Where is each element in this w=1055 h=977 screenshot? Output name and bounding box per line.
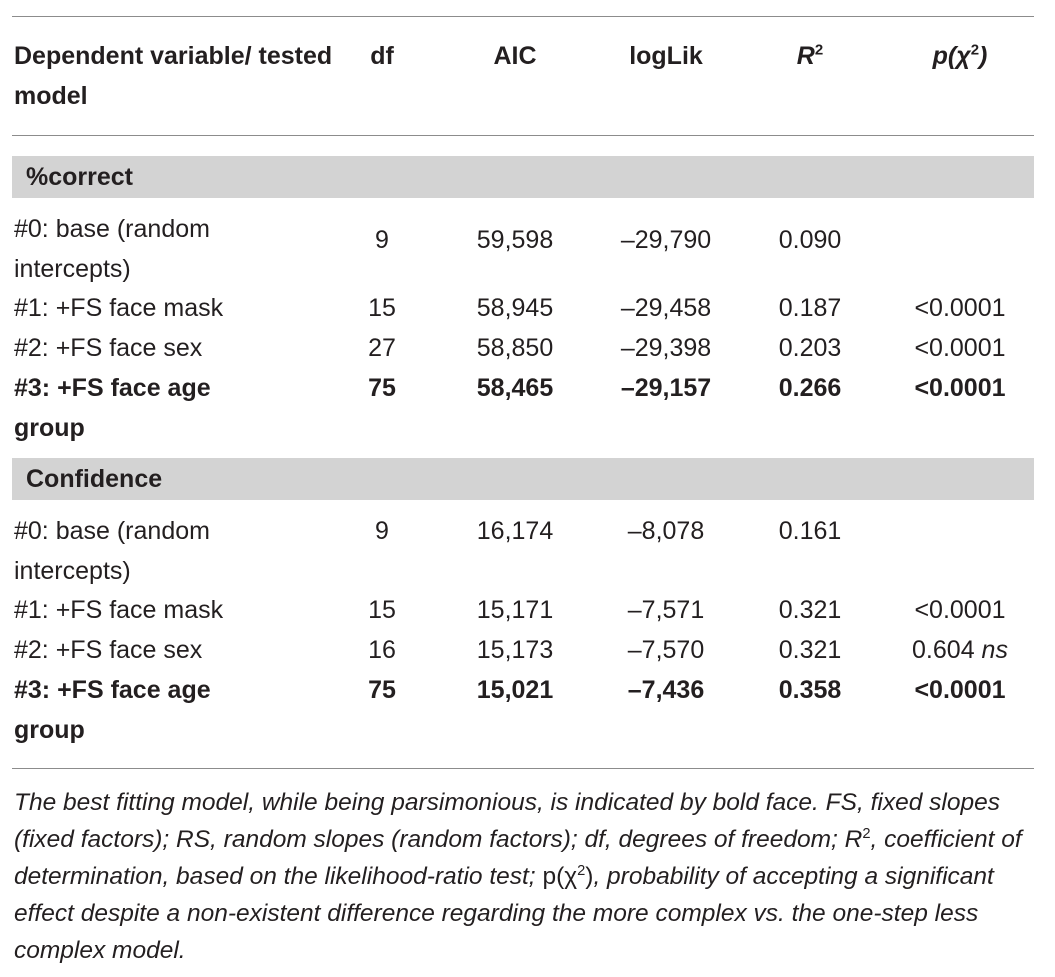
- table-cell-loglik: –29,398: [620, 334, 712, 362]
- table-cell-aic: 16,174: [476, 517, 554, 545]
- table-cell-loglik: –7,436: [627, 676, 705, 704]
- table-cell-aic: 58,465: [476, 374, 554, 402]
- section-header-confidence: Confidence: [12, 458, 1034, 500]
- table-cell-p: <0.0001: [914, 676, 1006, 704]
- column-header-loglik: logLik: [629, 42, 703, 70]
- table-cell-df: 75: [368, 374, 396, 402]
- table-row-model: #0: base (random intercepts): [14, 215, 210, 283]
- table-cell-loglik: –7,570: [627, 636, 705, 664]
- table-row-model: #1: +FS face mask: [14, 294, 224, 322]
- table-cell-r2: 0.321: [778, 636, 842, 664]
- table-cell-df: 15: [368, 596, 396, 624]
- table-cell-p: <0.0001: [914, 334, 1006, 362]
- table-cell-r2: 0.358: [778, 676, 842, 704]
- table-row-model: #1: +FS face mask: [14, 596, 224, 624]
- table-cell-aic: 58,945: [476, 294, 554, 322]
- table-cell-aic: 59,598: [476, 226, 554, 254]
- table-cell-loglik: –29,458: [620, 294, 712, 322]
- column-header-df: df: [370, 42, 394, 70]
- ns-note: ns: [981, 636, 1008, 664]
- table-cell-r2: 0.266: [778, 374, 842, 402]
- table-cell-df: 15: [368, 294, 396, 322]
- table-row-model: #2: +FS face sex: [14, 636, 203, 664]
- column-header-model: Dependent variable/ tested model: [14, 42, 333, 110]
- column-header-r2: $R^2$: [796, 41, 824, 70]
- table-cell-df: 75: [368, 676, 396, 704]
- table-top-rule: [12, 16, 1034, 17]
- section-header-percent-correct: %correct: [12, 156, 1034, 198]
- table-footnote: The best fitting model, while being parsimonious, is indicated by bold face. FS, fixed slopes (fixed factors); RS, random slopes (random factors); df, degrees of freedom; $R^2$, coefficient of determination, based on the likelihood-ratio test; $p(\chi^2)$, probability of accepting a significant effect despite a non-existent difference regarding the more complex vs. the one-step less complex model.: [14, 789, 1022, 964]
- table-bottom-rule: [12, 768, 1034, 769]
- table-cell-loglik: –7,571: [627, 596, 705, 624]
- table-row-model: #0: base (random intercepts): [14, 517, 210, 585]
- table-cell-p: <0.0001: [914, 596, 1006, 624]
- table-cell-r2: 0.203: [778, 334, 842, 362]
- table-cell-aic: 15,173: [476, 636, 554, 664]
- table-cell-r2: 0.090: [778, 226, 842, 254]
- table-cell-aic: 15,171: [476, 596, 554, 624]
- table-cell-df: 9: [375, 226, 389, 254]
- table-row-model-best: #3: +FS face age group: [14, 676, 211, 744]
- table-cell-r2: 0.321: [778, 596, 842, 624]
- table-row-model: #2: +FS face sex: [14, 334, 203, 362]
- table-cell-r2: 0.187: [778, 294, 842, 322]
- table-cell-df: 9: [375, 517, 389, 545]
- header-bottom-rule: [12, 135, 1034, 136]
- table-cell-p: <0.0001: [914, 374, 1006, 402]
- table-row-model-best: #3: +FS face age group: [14, 374, 211, 442]
- table-cell-loglik: –29,157: [620, 374, 712, 402]
- table-cell-df: 16: [368, 636, 396, 664]
- table-cell-r2: 0.161: [778, 517, 842, 545]
- table-cell-p: <0.0001: [914, 294, 1006, 322]
- table-cell-loglik: –29,790: [620, 226, 712, 254]
- column-header-aic: AIC: [493, 42, 537, 70]
- table-cell-p: 0.604 ns: [912, 636, 1008, 664]
- table-cell-aic: 15,021: [476, 676, 554, 704]
- table-cell-df: 27: [368, 334, 396, 362]
- table-cell-aic: 58,850: [476, 334, 554, 362]
- column-header-p-chi2: $p(\chi^2)$: [932, 41, 988, 70]
- table-cell-loglik: –8,078: [627, 517, 705, 545]
